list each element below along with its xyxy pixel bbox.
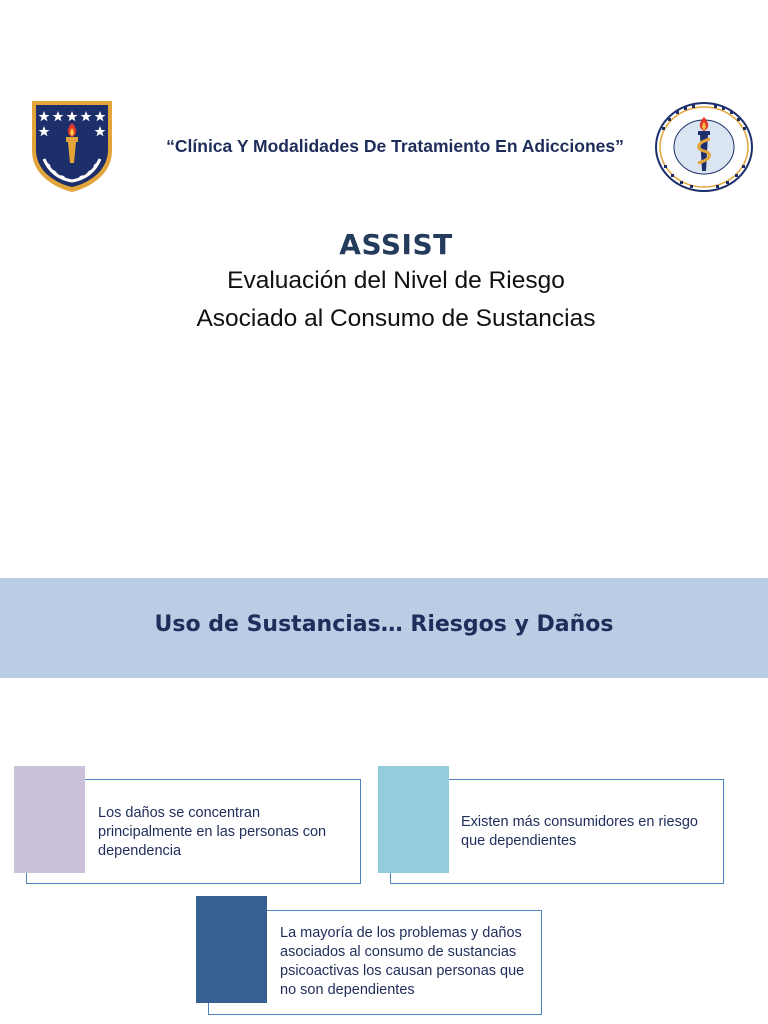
medicine-faculty-seal-icon	[654, 101, 754, 193]
card-color-swatch	[196, 896, 267, 1003]
card-text: Los daños se concentran principalmente en las personas con dependencia	[98, 805, 327, 859]
card-color-swatch	[378, 766, 449, 873]
slide-subtitle-line-1: Evaluación del Nivel de Riesgo	[227, 267, 565, 294]
university-shield-icon	[30, 99, 114, 193]
slide-risks	[0, 576, 768, 1024]
banner-title: Uso de Sustancias… Riesgos y Daños	[154, 612, 614, 637]
slide-banner	[0, 578, 768, 678]
presentation-header-title: “Clínica Y Modalidades De Tratamiento En Adicciones”	[166, 136, 624, 156]
slide-subtitle-line-2: Asociado al Consumo de Sustancias	[196, 305, 596, 332]
slide-main-title: ASSIST	[339, 228, 453, 261]
card-color-swatch	[14, 766, 85, 873]
card-text: Existen más consumidores en riesgo que dependientes	[461, 814, 698, 849]
card-text: La mayoría de los problemas y daños asociados al consumo de sustancias psicoactivas los causan personas que no son dependientes	[280, 925, 525, 998]
